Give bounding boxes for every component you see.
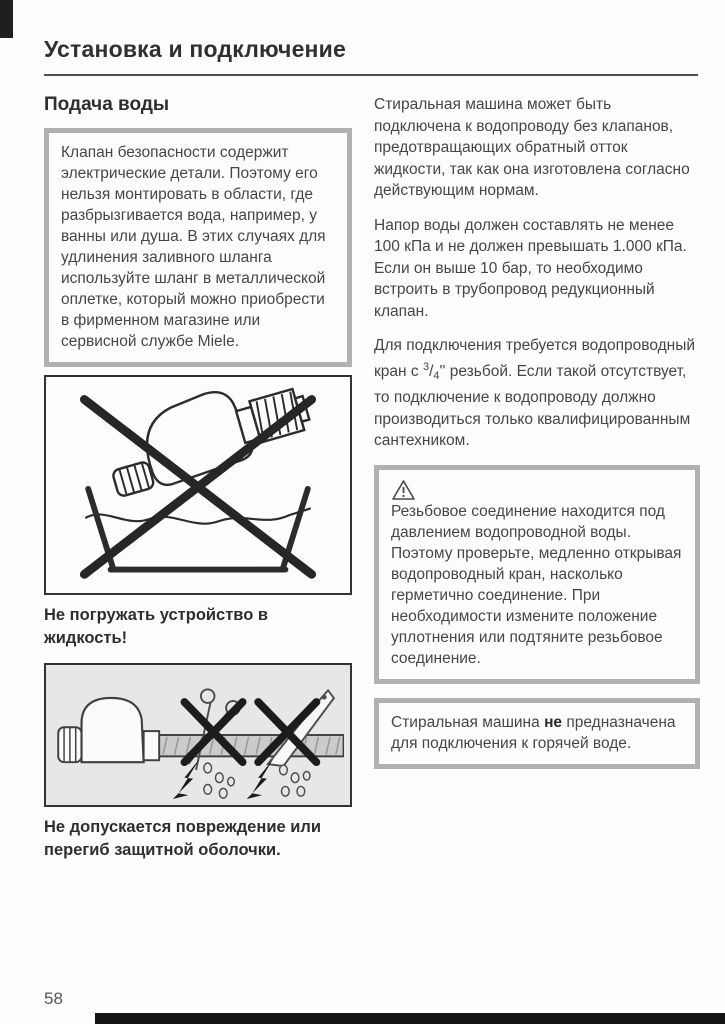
valve-icon bbox=[58, 698, 159, 762]
figure2-caption: Не допускается повреждение или перегиб защитной оболочки. bbox=[44, 818, 321, 859]
basin-icon bbox=[85, 489, 310, 570]
do-not-damage-hose-illustration bbox=[52, 669, 344, 801]
do-not-immerse-illustration bbox=[52, 382, 344, 588]
left-column bbox=[44, 94, 352, 875]
hose-icon bbox=[157, 735, 343, 756]
fraction-slash: / bbox=[429, 362, 434, 380]
warning-text: Резьбовое соединение находится под давлением водопроводной воды. Поэтому проверьте, медленно открывая водопроводный кран, насколько герметично соединение. При необходимости измените положение уплотнения или подтяните резьбовое соединение. bbox=[391, 502, 682, 667]
note-emphasis: не bbox=[544, 713, 563, 731]
page-title: Установка и подключение bbox=[44, 36, 346, 62]
warning-box bbox=[374, 465, 700, 684]
water-drops-icon bbox=[204, 763, 310, 798]
fraction-numerator: 3 bbox=[422, 360, 430, 373]
warning-triangle-icon bbox=[391, 479, 416, 501]
right-column bbox=[374, 94, 700, 875]
do-not-immerse-figure bbox=[44, 375, 352, 595]
scan-artifact-bottom-bar bbox=[95, 1013, 725, 1024]
safety-valve-info-text: Клапан безопасности содержит электрические детали. Поэтому его нельзя монтировать в области, где разбрызгивается вода, например, у ванны или душа. В этих случаях для удлинения заливного шланга используйте шланг в металлической оплетке, который можно приобрести в фирменном магазине или сервисной службе Miele. bbox=[61, 144, 326, 350]
threaded-connector-icon bbox=[249, 387, 311, 443]
safety-valve-info-box bbox=[44, 128, 352, 367]
paragraph-backflow: Стиральная машина может быть подключена к водопроводу без клапанов, предотвращающих обратный отток жидкости, так как она изготовлена согласно действующим нормам. bbox=[374, 96, 690, 199]
title-divider bbox=[44, 74, 698, 76]
scan-artifact-corner bbox=[0, 0, 13, 38]
page-number: 58 bbox=[44, 989, 63, 1008]
section-heading: Подача воды bbox=[44, 94, 170, 115]
do-not-damage-hose-figure bbox=[44, 663, 352, 807]
figure1-caption: Не погружать устройство в жидкость! bbox=[44, 606, 269, 647]
fraction-denominator: 4 bbox=[433, 369, 440, 382]
two-column-layout bbox=[44, 94, 700, 875]
paragraph-pressure: Напор воды должен составлять не менее 100 кПа и не должен превышать 1.000 кПа. Если он выше 10 бар, то необходимо встроить в трубопровод редукционный клапан. bbox=[374, 216, 687, 320]
paragraph-tap-thread: Для подключения требуется водопроводный кран с $^3/_4''$ резьбой. Если такой отсутствует, то подключение к водопроводу должно производиться только квалифицированным сантехником. bbox=[374, 337, 695, 449]
hot-water-note-box: Стиральная машина не предназначена для подключения к горячей воде. bbox=[374, 698, 700, 769]
